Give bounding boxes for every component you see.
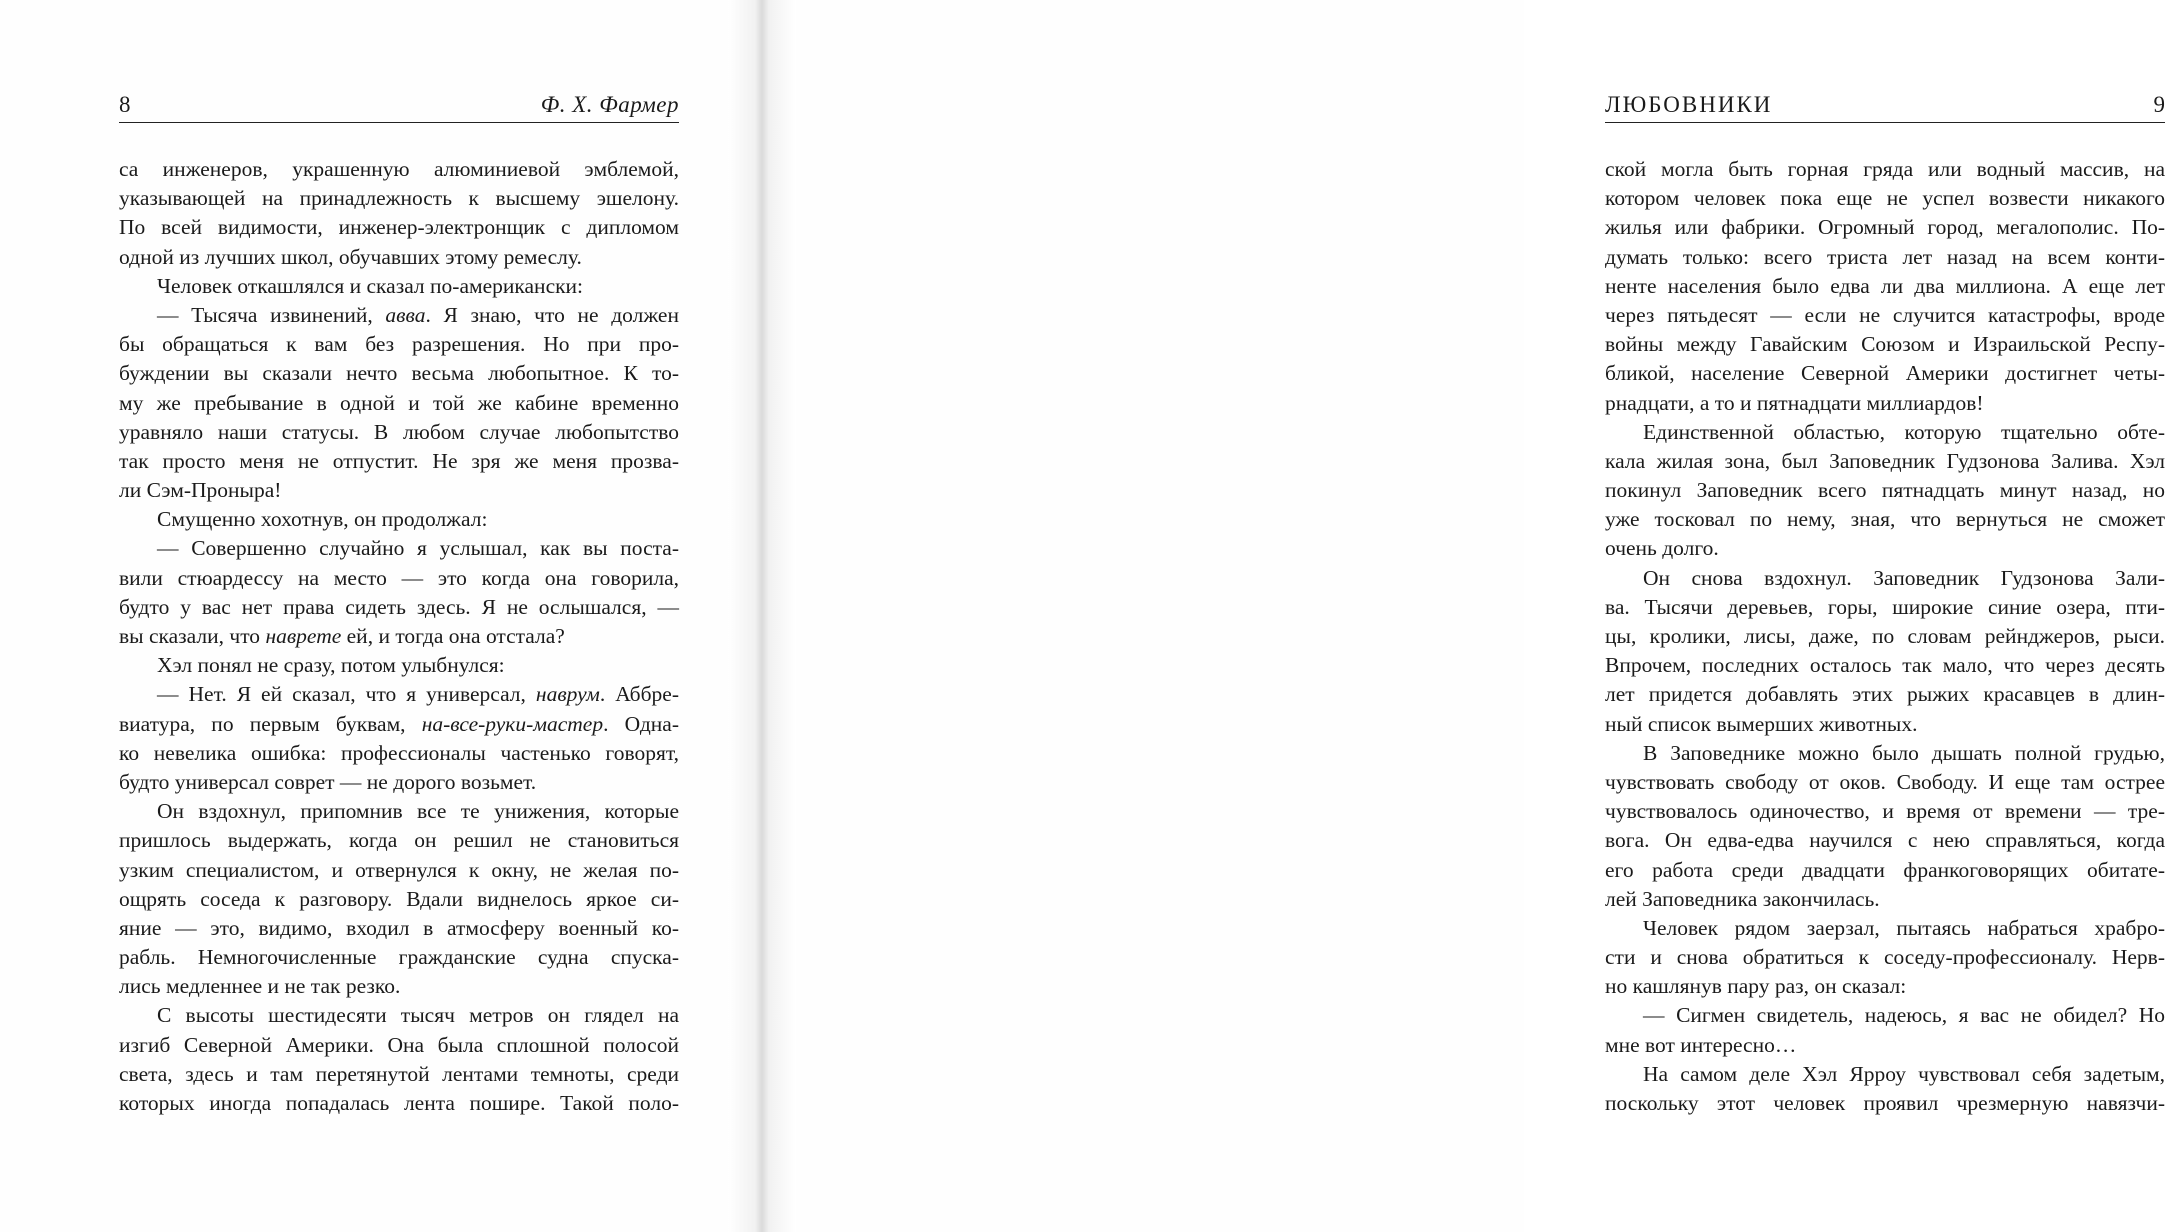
text-line [1605,943,2165,972]
text-segment: покинул Заповедник всего пятнадцать минут назад, но [1605,478,2165,503]
text-line [1605,885,2165,914]
text-line [1605,184,2165,213]
text-segment: войны между Гавайским Союзом и Израильской Респу- [1605,332,2165,357]
text-segment: его работа среди двадцати франкоговорящих обитате- [1605,857,2165,882]
text-line [119,389,679,418]
text-segment: ный список вымерших животных. [1605,711,1918,736]
text-line [119,272,679,301]
right-page-text [1605,155,2165,1115]
text-segment: лей Заповедника закончилась. [1605,886,1880,911]
text-segment: бликой, население Северной Америки достигнет четы- [1605,361,2165,386]
text-segment: думать только: всего триста лет назад на всем конти- [1605,244,2165,269]
text-line [119,768,679,797]
text-line [119,710,679,739]
text-segment: рнадцати, а то и пятнадцати миллиардов! [1605,390,1984,415]
text-line [1605,826,2165,855]
text-line [119,1031,679,1060]
text-segment: ской могла быть горная гряда или водный массив, на [1605,157,2165,181]
text-segment: са инженеров, украшенную алюминиевой эмблемой, [119,157,679,181]
text-segment: Впрочем, последних осталось так мало, что через десять [1605,653,2165,678]
italic-text: авва [385,302,426,327]
text-line [1605,914,2165,943]
text-segment: ей, и тогда она отстала? [341,624,565,648]
text-line [119,359,679,388]
text-segment: яние — это, видимо, входил в атмосферу военный ко- [119,915,679,940]
text-segment: так просто меня не отпустит. Не зря же меня прозва- [119,448,679,473]
text-line [119,943,679,972]
text-segment: му же пребывание в одной и той же кабине временно [119,390,679,415]
text-segment: виатура, по первым буквам, [119,711,422,736]
text-line [119,1001,679,1030]
text-line [1605,739,2165,768]
text-line [1605,359,2165,388]
right-page-number: 9 [2153,92,2165,117]
text-segment: Хэл понял не сразу, потом улыбнулся: [157,653,505,678]
text-line [1605,1089,2165,1118]
text-segment: будто универсал соврет — не дорого возьмет. [119,769,537,794]
text-segment: вога. Он едва-едва научился с нею справляться, когда [1605,828,2165,853]
text-segment: Смущенно хохотнув, он продолжал: [157,507,488,532]
text-segment: узким специалистом, и отвернулся к окну, не желая по- [119,857,679,882]
text-line [1605,301,2165,330]
text-segment: чувствовать свободу от оков. Свободу. И еще там острее [1605,769,2165,794]
text-segment: — Совершенно случайно я услышал, как вы поста- [157,536,679,561]
text-segment: вили стюардессу на место — это когда она говорила, [119,565,679,590]
text-line [1605,213,2165,242]
text-segment: Единственной областью, которую тщательно обте- [1643,419,2165,444]
text-segment: жилья или фабрики. Огромный город, мегалополис. По- [1605,215,2165,240]
text-segment: В Заповеднике можно было дышать полной грудью, [1643,740,2165,765]
text-line [1605,972,2165,1001]
text-segment: одной из лучших школ, обучавших этому ремеслу. [119,244,582,269]
text-line [119,330,679,359]
text-line [1605,476,2165,505]
text-segment: С высоты шестидесяти тысяч метров он глядел на [157,1003,679,1028]
text-line [1605,155,2165,184]
title-running-head: ЛЮБОВНИКИ [1605,92,1773,117]
text-segment: буждении вы сказали нечто весьма любопытное. К то- [119,361,679,386]
text-segment: ненте населения было едва ли два миллиона. А еще лет [1605,273,2165,298]
text-line [1605,243,2165,272]
text-segment: через пятьдесят — если не случится катастрофы, вроде [1605,302,2165,327]
text-line [1605,856,2165,885]
text-segment: света, здесь и там перетянутой лентами темноты, среди [119,1061,679,1086]
text-line [1605,389,2165,418]
text-line [119,505,679,534]
italic-text: наврум [535,682,600,707]
text-segment: уравняло наши статусы. В любом случае любопытство [119,419,679,444]
text-line [119,914,679,943]
text-segment: изгиб Северной Америки. Она была сплошной полосой [119,1032,679,1057]
text-line [119,301,679,330]
text-segment: По всей видимости, инженер-электронщик с дипломом [119,215,679,240]
text-line [1605,710,2165,739]
right-page [762,0,2165,1232]
text-line [119,651,679,680]
text-line [119,593,679,622]
text-segment: Он снова вздохнул. Заповедник Гудзонова Зали- [1643,565,2165,590]
text-segment: будто у вас нет права сидеть здесь. Я не ослышался, — [119,594,679,619]
text-line [1605,418,2165,447]
text-line [119,856,679,885]
text-line [119,972,679,1001]
text-segment: . Аббре- [599,682,679,707]
text-segment: но кашлянув пару раз, он сказал: [1605,974,1907,999]
text-line [119,826,679,855]
text-line [1605,797,2165,826]
text-segment: чувствовалось одиночество, и время от времени — тре- [1605,799,2165,824]
text-line [1605,534,2165,563]
author-running-head: Ф. Х. Фармер [540,92,679,117]
text-segment: вы сказали, что [119,624,266,648]
text-line [1605,564,2165,593]
text-line [1605,330,2165,359]
text-line [1605,1031,2165,1060]
right-running-header [1605,88,2165,123]
text-segment: которых иногда попадалась лента пошире. Такой поло- [119,1091,679,1115]
text-line [119,447,679,476]
text-segment: очень долго. [1605,536,1719,561]
text-segment: — Тысяча извинений, [157,302,386,327]
text-line [119,534,679,563]
text-segment: Человек откашлялся и сказал по-американски: [157,273,584,298]
text-segment: ва. Тысячи деревьев, горы, широкие синие озера, пти- [1605,594,2165,619]
text-segment: ко невелика ошибка: профессионалы частенько говорят, [119,740,679,765]
text-segment: рабль. Немногочисленные гражданские судна спуска- [119,945,679,970]
italic-text: на-все-руки-мастер [421,711,604,736]
text-segment: цы, кролики, лисы, даже, по словам рейнджеров, рыси. [1605,624,2165,648]
text-line [1605,1001,2165,1030]
left-page-number: 8 [119,92,131,117]
text-segment: уже тосковал по нему, зная, что вернуться не сможет [1605,507,2165,532]
text-line [119,418,679,447]
text-line [119,564,679,593]
text-segment: На самом деле Хэл Ярроу чувствовал себя задетым, [1643,1061,2165,1086]
text-line [1605,651,2165,680]
text-segment: — Сигмен свидетель, надеюсь, я вас не обидел? Но [1643,1003,2165,1028]
text-segment: ощрять соседа к разговору. Вдали виднелось яркое си- [119,886,679,911]
text-segment: поскольку этот человек проявил чрезмерную навязчи- [1605,1091,2165,1115]
text-line [1605,593,2165,622]
text-line [119,739,679,768]
text-line [119,622,679,651]
left-page-text [119,155,679,1115]
text-line [1605,768,2165,797]
text-line [119,184,679,213]
text-line [119,680,679,709]
text-line [119,885,679,914]
text-line [119,213,679,242]
text-segment: . Я знаю, что не должен [425,302,679,327]
left-page [0,0,762,1232]
left-running-header [119,88,679,123]
text-segment: бы обращаться к вам без разрешения. Но при про- [119,332,679,357]
text-line [119,797,679,826]
text-line [119,476,679,505]
text-segment: котором человек пока еще не успел возвести никакого [1605,186,2165,211]
text-line [1605,622,2165,651]
text-line [1605,1060,2165,1089]
book-gutter [728,0,796,1232]
text-segment: лет придется добавлять этих рыжих красавцев в длин- [1605,682,2165,707]
text-line [119,1089,679,1118]
text-segment: лись медленнее и не так резко. [119,974,401,999]
text-segment: сти и снова обратиться к соседу-профессионалу. Нерв- [1605,945,2165,970]
text-segment: мне вот интересно… [1605,1032,1797,1057]
text-segment: кала жилая зона, был Заповедник Гудзонова Залива. Хэл [1605,448,2165,473]
text-segment: Он вздохнул, припомнив все те унижения, которые [157,799,679,824]
text-line [1605,680,2165,709]
text-segment: Человек рядом заерзал, пытаясь набраться храбро- [1643,915,2165,940]
text-line [1605,272,2165,301]
text-line [119,243,679,272]
text-segment: ли Сэм-Проныра! [119,478,282,503]
text-line [1605,447,2165,476]
italic-text: наврете [265,624,342,648]
text-segment: . Одна- [603,711,680,736]
text-line [119,155,679,184]
text-segment: указывающей на принадлежность к высшему эшелону. [119,186,679,211]
text-segment: — Нет. Я ей сказал, что я универсал, [157,682,536,707]
text-segment: пришлось выдержать, когда он решил не становиться [119,828,679,853]
text-line [1605,505,2165,534]
text-line [119,1060,679,1089]
